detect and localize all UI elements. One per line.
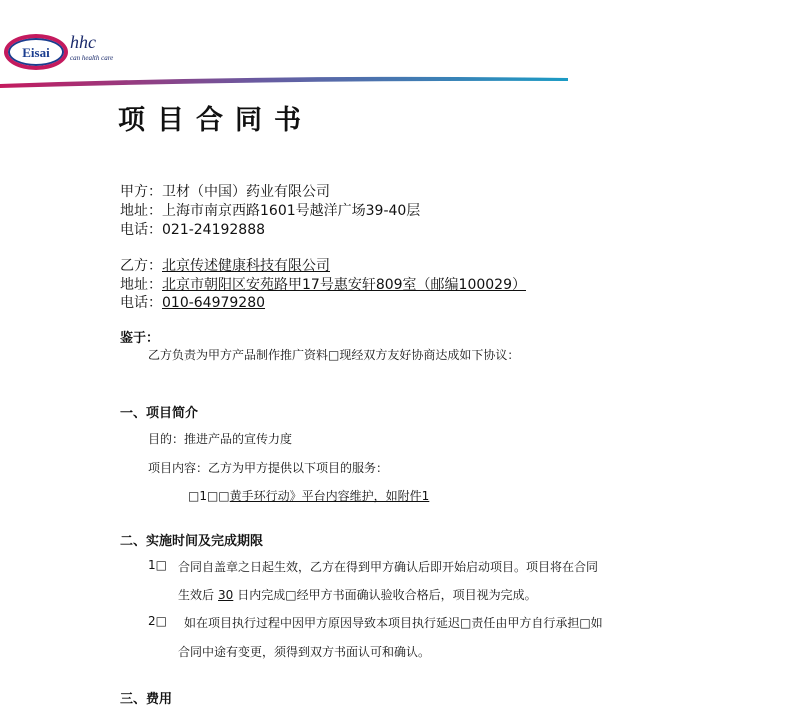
section-2-p1-number: 1□ — [148, 558, 167, 572]
party-b-address: 北京市朝阳区安苑路甲17号惠安轩809室（邮编100029） — [162, 277, 526, 293]
party-a-name: 甲方：卫材（中国）药业有限公司 — [120, 184, 330, 200]
party-b-phone-label: 电话： — [120, 295, 162, 311]
document-title: 项目合同书 — [118, 105, 313, 136]
section-1-item-text: 黄手环行动》平台内容维护，如附件1 — [229, 489, 430, 503]
party-a-phone: 电话：021-24192888 — [120, 222, 266, 238]
section-1-heading: 一、项目简介 — [120, 406, 199, 421]
party-b-address-row — [120, 276, 526, 294]
section-2-p2-line1: 如在项目执行过程中因甲方原因导致本项目执行延迟□责任由甲方自行承担□如 — [184, 616, 603, 630]
hhc-tagline: can health care — [70, 54, 114, 62]
section-2-p1-line2-a: 生效后 — [178, 588, 215, 602]
party-b-name-label: 乙方： — [120, 258, 162, 274]
section-2-days: 30 — [218, 588, 234, 602]
section-1-purpose: 目的：推进产品的宣传力度 — [148, 432, 293, 446]
party-a-address: 地址：上海市南京西路1601号越洋广场39-40层 — [120, 203, 421, 219]
hhc-mark: hhc — [70, 32, 96, 52]
section-2-p1-line2-b: 日内完成□经甲方书面确认验收合格后，项目视为完成。 — [237, 588, 537, 602]
section-3-heading: 三、费用 — [120, 692, 173, 707]
section-2-p2-line2: 合同中途有变更，须得到双方书面认可和确认。 — [178, 645, 431, 659]
section-2-heading: 二、实施时间及完成期限 — [120, 534, 264, 549]
party-b-name: 北京传述健康科技有限公司 — [162, 258, 330, 274]
section-1-item-prefix: □1□□ — [188, 489, 230, 503]
section-2-p2-number: 2□ — [148, 614, 167, 628]
section-2-p1-line2 — [178, 586, 537, 603]
letterhead — [0, 0, 794, 92]
party-b-phone: 010-64979280 — [162, 295, 266, 311]
preamble-heading: 鉴于： — [120, 331, 160, 346]
header-swoosh — [0, 0, 794, 92]
section-1-item — [188, 487, 429, 504]
logo-text: Eisai — [22, 45, 50, 60]
party-b-address-label: 地址： — [120, 277, 162, 293]
party-b-name-row — [120, 257, 330, 275]
section-2-p1-line1: 合同自盖章之日起生效，乙方在得到甲方确认后即开始启动项目。项目将在合同 — [178, 560, 599, 574]
party-b-phone-row — [120, 294, 265, 312]
eisai-logo — [4, 34, 68, 70]
section-1-content: 项目内容：乙方为甲方提供以下项目的服务： — [148, 461, 389, 475]
preamble-text: 乙方负责为甲方产品制作推广资料□现经双方友好协商达成如下协议： — [148, 348, 520, 362]
